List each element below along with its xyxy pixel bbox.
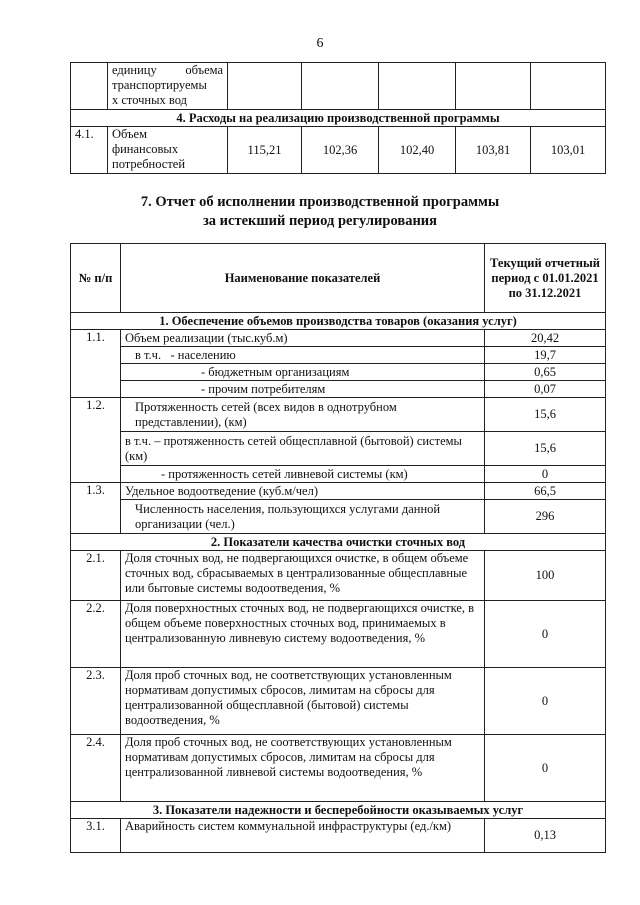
row-label: Доля проб сточных вод, не соответствующих установленным нормативам допустимых сбросов, лимитам на сбросы для централизованной ливневой системы водоотведения, % <box>121 735 485 802</box>
value-cell: 15,6 <box>485 398 606 432</box>
section-row <box>71 313 606 330</box>
row-label: Доля сточных вод, не подвергающихся очистке, в общем объеме сточных вод, сбрасываемых в централизованные общесплавные или бытовые системы водоотведения, % <box>121 551 485 601</box>
value-cell: 0,13 <box>485 819 606 853</box>
row-label <box>108 127 228 174</box>
table-row <box>71 819 606 853</box>
table-row <box>71 63 606 110</box>
table-cell <box>71 63 108 110</box>
row-number: 2.4. <box>71 735 121 802</box>
row-number: 1.3. <box>71 483 121 534</box>
table-row <box>71 347 606 364</box>
value-cell: 103,81 <box>456 127 531 174</box>
table-row <box>71 381 606 398</box>
value-cell: 0,07 <box>485 381 606 398</box>
section-title: 3. Показатели надежности и бесперебойности оказываемых услуг <box>71 802 606 819</box>
row-number: 2.3. <box>71 668 121 735</box>
value-cell: 0,65 <box>485 364 606 381</box>
value-cell: 102,40 <box>379 127 456 174</box>
section-title: 1. Обеспечение объемов производства товаров (оказания услуг) <box>71 313 606 330</box>
section-title: 4. Расходы на реализацию производственной программы <box>71 110 606 127</box>
row-label: Доля поверхностных сточных вод, не подвергающихся очистке, в общем объеме поверхностных сточных вод, принимаемых в централизованную ливневую систему водоотведения, % <box>121 601 485 668</box>
header-period: Текущий отчетный период с 01.01.2021 по 31.12.2021 <box>485 244 606 313</box>
table-row <box>71 668 606 735</box>
table-row <box>71 551 606 601</box>
label-line: транспортируемы <box>112 78 207 92</box>
row-number: 4.1. <box>71 127 108 174</box>
program-costs-table <box>70 62 606 174</box>
row-label: - прочим потребителям <box>121 381 485 398</box>
table-row <box>71 601 606 668</box>
row-label: Объем реализации (тыс.куб.м) <box>121 330 485 347</box>
section-row <box>71 534 606 551</box>
value-cell: 0 <box>485 601 606 668</box>
value-cell: 0 <box>485 466 606 483</box>
value-cell: 102,36 <box>302 127 379 174</box>
header-num: № п/п <box>71 244 121 313</box>
row-number: 1.1. <box>71 330 121 398</box>
table-cell <box>379 63 456 110</box>
table-row <box>71 466 606 483</box>
section-title: 2. Показатели качества очистки сточных вод <box>71 534 606 551</box>
section-row <box>71 110 606 127</box>
row-label: Доля проб сточных вод, не соответствующих установленным нормативам допустимых сбросов, лимитам на сбросы для централизованной общесплавной (бытовой) системы водоотведения, % <box>121 668 485 735</box>
value-cell: 0 <box>485 668 606 735</box>
value-cell: 15,6 <box>485 432 606 466</box>
value-cell: 100 <box>485 551 606 601</box>
row-label: Протяженность сетей (всех видов в однотрубном представлении), (км) <box>121 398 485 432</box>
label-word: объема <box>185 63 223 77</box>
label-line: х сточных вод <box>112 93 187 107</box>
value-cell: 0 <box>485 735 606 802</box>
value-cell: 115,21 <box>228 127 302 174</box>
report-title-line1: 7. Отчет об исполнении производственной программы <box>140 194 500 210</box>
row-number: 1.2. <box>71 398 121 483</box>
label-line <box>112 63 223 78</box>
row-label: Численность населения, пользующихся услугами данной организации (чел.) <box>121 500 485 534</box>
label-line: потребностей <box>112 157 186 171</box>
table-row <box>71 735 606 802</box>
row-label: в т.ч. - населению <box>121 347 485 364</box>
table-row <box>71 500 606 534</box>
table-row <box>71 364 606 381</box>
table-cell <box>456 63 531 110</box>
label-line: финансовых <box>112 142 179 156</box>
table-cell <box>302 63 379 110</box>
value-cell: 103,01 <box>531 127 606 174</box>
table-row <box>71 330 606 347</box>
value-cell: 19,7 <box>485 347 606 364</box>
label-word: единицу <box>112 63 157 77</box>
label-line: Объем <box>112 127 147 141</box>
table-row <box>71 398 606 432</box>
header-row <box>71 244 606 313</box>
program-report-table <box>70 243 606 853</box>
table-row <box>71 127 606 174</box>
value-cell: 66,5 <box>485 483 606 500</box>
table-cell <box>531 63 606 110</box>
page-number: 6 <box>316 36 324 51</box>
report-title-line2: за истекший период регулирования <box>202 213 438 229</box>
row-label: Аварийность систем коммунальной инфраструктуры (ед./км) <box>121 819 485 853</box>
row-label: Удельное водоотведение (куб.м/чел) <box>121 483 485 500</box>
row-label: в т.ч. – протяженность сетей общесплавной (бытовой) системы (км) <box>121 432 485 466</box>
row-label: - бюджетным организациям <box>121 364 485 381</box>
header-name: Наименование показателей <box>121 244 485 313</box>
table-cell <box>228 63 302 110</box>
value-cell: 296 <box>485 500 606 534</box>
row-number: 3.1. <box>71 819 121 853</box>
value-cell: 20,42 <box>485 330 606 347</box>
row-label: - протяженность сетей ливневой системы (км) <box>121 466 485 483</box>
section-row <box>71 802 606 819</box>
row-number: 2.1. <box>71 551 121 601</box>
row-label <box>108 63 228 110</box>
table-row <box>71 483 606 500</box>
row-number: 2.2. <box>71 601 121 668</box>
table-row <box>71 432 606 466</box>
